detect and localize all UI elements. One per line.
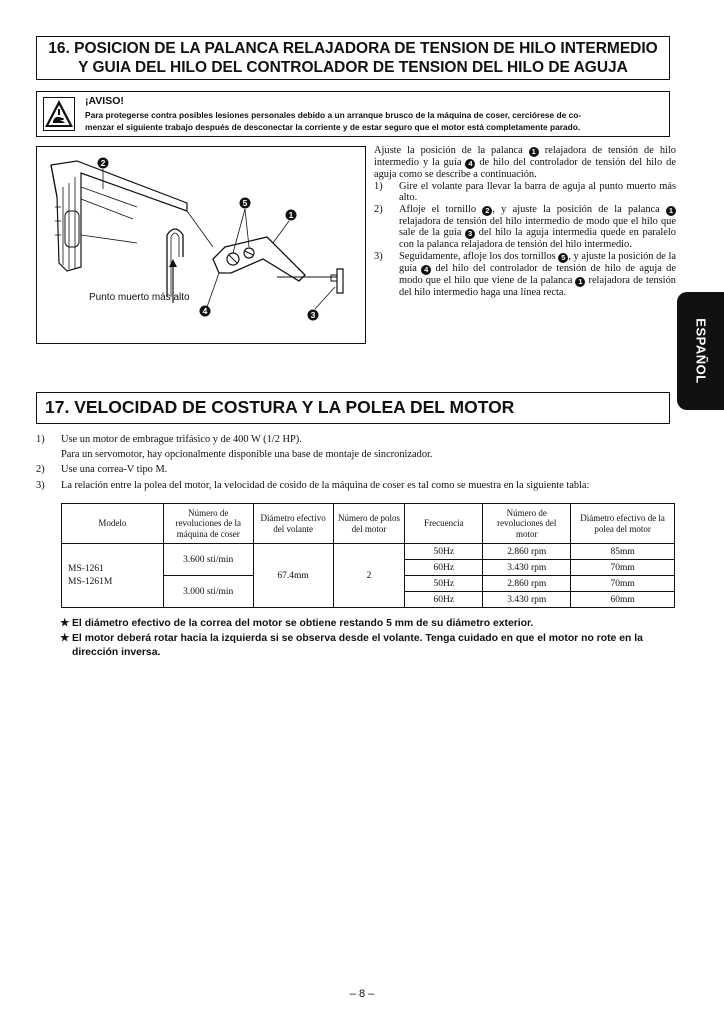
header-pulley-diameter: Diámetro efectivo de la polea del motor bbox=[571, 504, 675, 544]
speed-cell: 3.000 sti/min bbox=[163, 576, 253, 608]
language-tab-label: ESPAÑOL bbox=[693, 318, 708, 384]
freq-cell: 50Hz bbox=[405, 544, 483, 560]
step-1 bbox=[374, 181, 676, 204]
table-header-row bbox=[62, 504, 675, 544]
callout-1-icon bbox=[286, 210, 297, 221]
language-tab bbox=[677, 292, 724, 410]
badge-5-icon: 5 bbox=[558, 253, 568, 263]
callout-4-icon bbox=[200, 306, 211, 317]
step-2 bbox=[374, 204, 676, 251]
badge-1-icon: 1 bbox=[575, 277, 585, 287]
header-motor-rev: Número de revoluciones del motor bbox=[483, 504, 571, 544]
section-16-instructions bbox=[374, 145, 676, 299]
table-row bbox=[62, 544, 675, 560]
header-machine-rev: Número de revoluciones de la máquina de coser bbox=[163, 504, 253, 544]
rpm-cell: 3.430 rpm bbox=[483, 560, 571, 576]
header-frequency: Frecuencia bbox=[405, 504, 483, 544]
callout-2-icon bbox=[98, 158, 109, 169]
step-2-part4: del hilo la aguja intermedia quede en paralelo con la palanca relajadora de tensión del hilo intermedio. bbox=[399, 227, 676, 251]
section-16-title-line2: Y GUIA DEL HILO DEL CONTROLADOR DE TENSION DEL HILO DE AGUJA bbox=[78, 59, 628, 76]
star-icon: ★ bbox=[60, 632, 70, 644]
pulley-cell: 70mm bbox=[571, 560, 675, 576]
freq-cell: 60Hz bbox=[405, 560, 483, 576]
rpm-cell: 2.860 rpm bbox=[483, 544, 571, 560]
step-2-part2: , y ajuste la posición de la palanca bbox=[492, 203, 660, 215]
warning-text bbox=[85, 109, 665, 133]
item-text: Use una correa-V tipo M. bbox=[61, 464, 168, 476]
step-3-part4: relajadora de tensión del hilo intermedio haga una línea recta. bbox=[399, 274, 676, 298]
intro-part1: Ajuste la posición de la palanca bbox=[374, 145, 523, 156]
model-name: MS-1261M bbox=[68, 576, 113, 587]
model-name: MS-1261 bbox=[68, 563, 104, 574]
step-number: 3) bbox=[374, 250, 383, 262]
rpm-cell: 3.430 rpm bbox=[483, 592, 571, 608]
note-text: El diámetro efectivo de la correa del motor se obtiene restando 5 mm de su diámetro exterior. bbox=[72, 618, 534, 629]
intro-part3: de hilo del controlador de tensión del hilo de aguja como se describe a continuación. bbox=[374, 157, 676, 180]
callout-1-label: 1 bbox=[288, 210, 294, 221]
item-number: 2) bbox=[36, 464, 45, 476]
badge-1-icon: 1 bbox=[529, 147, 539, 157]
callout-4-label: 4 bbox=[202, 306, 208, 317]
section-17-title: 17. VELOCIDAD DE COSTURA Y LA POLEA DEL MOTOR bbox=[36, 392, 670, 424]
list-item bbox=[36, 462, 686, 477]
note-text: El motor deberá rotar hacia la izquierda si se observa desde el volante. Tenga cuidado en que el motor no rote en la dirección inversa. bbox=[72, 632, 643, 658]
step-text: Gire el volante para llevar la barra de aguja al punto muerto más alto. bbox=[399, 180, 676, 204]
item-text: Para un servomotor, hay opcionalmente disponible una base de montaje de sincronizador. bbox=[61, 449, 433, 461]
pulley-cell: 85mm bbox=[571, 544, 675, 560]
step-number: 1) bbox=[374, 180, 383, 192]
machine-drawing bbox=[37, 147, 367, 345]
callout-2-label: 2 bbox=[100, 158, 106, 169]
badge-1-icon: 1 bbox=[666, 206, 676, 216]
step-3 bbox=[374, 251, 676, 299]
section-17-list bbox=[36, 432, 686, 493]
step-2-part1: Afloje el tornillo bbox=[399, 203, 477, 215]
badge-4-icon: 4 bbox=[465, 159, 475, 169]
warning-box bbox=[36, 91, 670, 137]
pulley-cell: 70mm bbox=[571, 576, 675, 592]
callout-3-label: 3 bbox=[310, 310, 316, 321]
intro-paragraph bbox=[374, 145, 676, 181]
figure-caption: Punto muerto más alto bbox=[89, 292, 190, 303]
step-number: 2) bbox=[374, 203, 383, 215]
callout-5-icon bbox=[240, 198, 251, 209]
intro-part2: relajadora de tensión de hilo intermedio y la guía bbox=[374, 145, 676, 168]
poles-cell: 2 bbox=[333, 544, 405, 608]
freq-cell: 60Hz bbox=[405, 592, 483, 608]
pulley-speed-table bbox=[61, 503, 675, 608]
header-handwheel-diameter: Diámetro efectivo del volante bbox=[253, 504, 333, 544]
speed-cell: 3.600 sti/min bbox=[163, 544, 253, 576]
callout-3-icon bbox=[308, 310, 319, 321]
badge-3-icon: 3 bbox=[465, 229, 475, 239]
tension-lever-diagram bbox=[36, 146, 366, 344]
freq-cell: 50Hz bbox=[405, 576, 483, 592]
step-3-part2: , y ajuste la posición de la guía bbox=[399, 250, 676, 274]
step-text bbox=[399, 204, 676, 251]
section-16-title bbox=[36, 36, 670, 80]
model-cell bbox=[62, 544, 164, 608]
badge-2-icon: 2 bbox=[482, 206, 492, 216]
notes bbox=[60, 617, 690, 661]
rpm-cell: 2.860 rpm bbox=[483, 576, 571, 592]
star-icon: ★ bbox=[60, 618, 70, 629]
list-item bbox=[36, 447, 686, 462]
page-number: – 8 – bbox=[349, 988, 375, 1000]
pulley-cell: 60mm bbox=[571, 592, 675, 608]
step-3-part1: Seguidamente, afloje los dos tornillos bbox=[399, 250, 556, 262]
warning-text-line1: Para protegerse contra posibles lesiones personales debido a un arranque brusco de la máquina de coser, cerciórese de co- bbox=[85, 110, 582, 120]
warning-heading: ¡AVISO! bbox=[85, 95, 124, 107]
warning-text-line2: menzar el siguiente trabajo después de desconectar la corriente y de estar seguro que el motor está completamente parado. bbox=[85, 122, 581, 132]
note-item bbox=[60, 617, 690, 632]
item-number: 1) bbox=[36, 434, 45, 445]
item-number: 3) bbox=[36, 479, 45, 491]
diameter-cell: 67.4mm bbox=[253, 544, 333, 608]
list-item bbox=[36, 432, 686, 447]
hand-warning-icon bbox=[43, 97, 75, 131]
item-text: La relación entre la polea del motor, la velocidad de cosido de la máquina de coser es tal como se muestra en la siguiente tabla: bbox=[61, 479, 590, 491]
header-motor-poles: Número de polos del motor bbox=[333, 504, 405, 544]
item-text: Use un motor de embrague trifásico y de 400 W (1/2 HP). bbox=[61, 434, 302, 445]
list-item bbox=[36, 478, 686, 493]
step-text bbox=[399, 251, 676, 299]
callout-5-label: 5 bbox=[242, 198, 248, 209]
step-3-part3: del hilo del controlador de tensión de hilo de aguja de modo que el hilo que viene de la palanca bbox=[399, 262, 676, 286]
header-model: Modelo bbox=[62, 504, 164, 544]
note-item bbox=[60, 632, 690, 661]
step-2-part3: relajadora de tensión del hilo intermedio de modo que el hilo que sale de la guía bbox=[399, 215, 676, 239]
section-16-title-line1: 16. POSICION DE LA PALANCA RELAJADORA DE TENSION DE HILO INTERMEDIO bbox=[48, 40, 658, 57]
badge-4-icon: 4 bbox=[421, 265, 431, 275]
